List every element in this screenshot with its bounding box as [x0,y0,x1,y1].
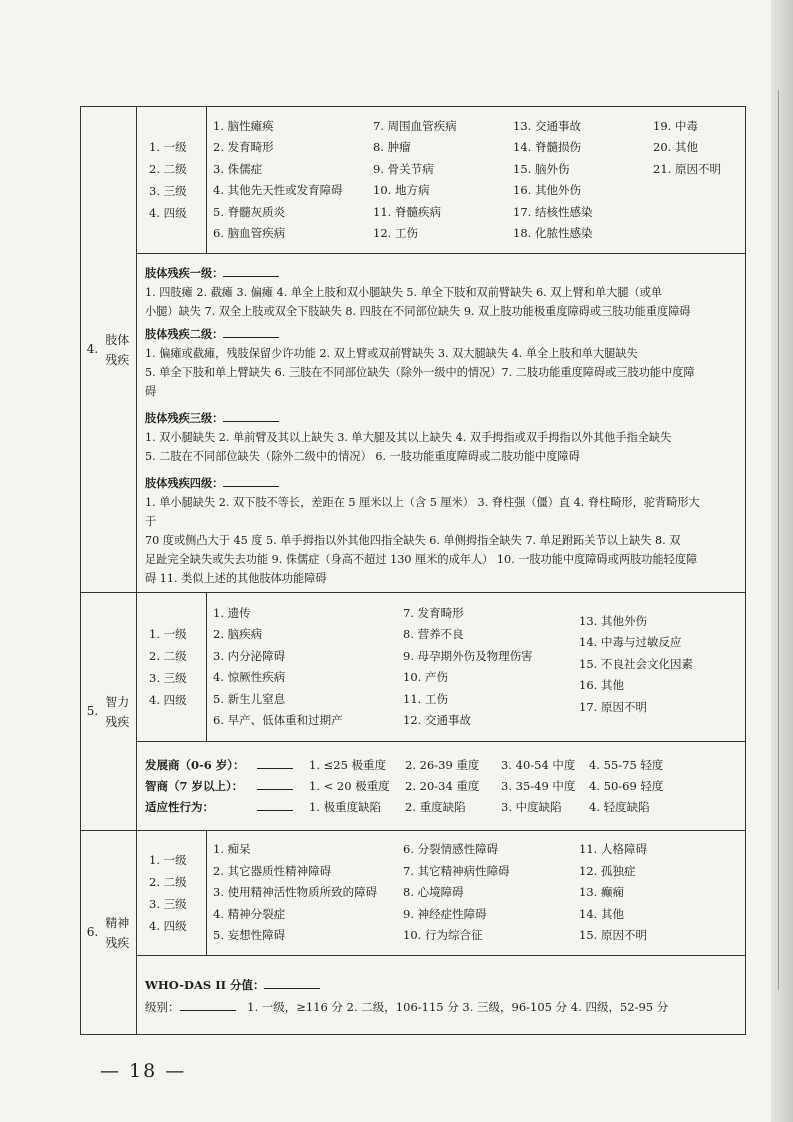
level-option[interactable]: 4. 四级 [149,919,187,933]
level-option[interactable]: 3. 三级 [149,897,187,911]
score-option[interactable]: 3. 中度缺陷 [501,799,562,814]
cause-option[interactable]: 12. 交通事故 [403,713,471,727]
score-option[interactable]: 3. 40-54 中度 [501,757,576,772]
page-edge-shadow [771,0,793,1122]
score-line [145,755,737,776]
score-label: 发展商（0-6 岁）： [145,757,245,772]
intellect-cause-row [81,593,746,742]
cause-column [579,839,729,947]
cause-option[interactable]: 14. 其他 [579,906,624,921]
cause-option[interactable]: 1. 遗传 [213,605,251,620]
cause-option[interactable]: 7. 发育畸形 [403,605,464,620]
cause-option[interactable]: 9. 骨关节病 [373,161,434,176]
cause-option[interactable]: 10. 产伤 [403,670,448,684]
score-line [145,776,737,797]
cause-option[interactable]: 19. 中毒 [653,118,698,133]
score-option[interactable]: 1. 极重度缺陷 [309,799,382,814]
mental-score-row [81,956,746,1035]
cause-option[interactable]: 16. 其他外伤 [513,183,581,197]
score-option[interactable]: 4. 50-69 轻度 [589,778,664,793]
level-option[interactable]: 4. 四级 [149,693,187,707]
answer-blank[interactable] [257,756,293,769]
cause-option[interactable]: 3. 侏儒症 [213,161,263,176]
cause-option[interactable]: 2. 其它器质性精神障碍 [213,863,332,878]
limb-name: 肢体残疾 [105,332,130,367]
grade-text: 碍 11. 类似上述的其他肢体功能障碍 [145,572,327,585]
mental-causes [207,831,746,956]
score-option[interactable]: 2. 20-34 重度 [405,778,480,793]
grade-text: 足趾完全缺失或失去功能 9. 侏儒症（身高不超过 130 厘米的成年人） 10. 一肢功能中度障碍或两肢功能轻度障 [145,553,698,566]
intellect-score-row [81,742,746,831]
level-option[interactable]: 1. 一级 [149,627,187,641]
level-option[interactable]: 4. 四级 [149,206,187,220]
cause-option[interactable]: 5. 脊髓灰质炎 [213,204,286,219]
cause-option[interactable]: 8. 心境障碍 [403,885,464,900]
cause-option[interactable]: 5. 新生儿窒息 [213,691,286,706]
cause-option[interactable]: 15. 脑外伤 [513,161,570,176]
answer-blank[interactable] [223,325,279,338]
limb-levels [137,107,207,254]
cause-column [403,603,579,732]
cause-column [373,116,513,245]
cause-option[interactable]: 2. 脑疾病 [213,627,263,641]
page-number: — 18 — [100,1060,187,1082]
cause-option[interactable]: 4. 精神分裂症 [213,906,286,921]
answer-blank[interactable] [264,976,320,989]
disability-form-table [80,106,746,1035]
level-option[interactable]: 2. 二级 [149,875,187,889]
intellect-number: 5. [86,704,99,718]
answer-blank[interactable] [223,264,279,277]
level-option[interactable]: 2. 二级 [149,162,187,176]
grade-title: 肢体残疾四级： [145,476,224,490]
cause-column [513,116,653,245]
limb-causes [207,107,746,254]
cause-option[interactable]: 14. 脊髓损伤 [513,140,581,154]
limb-number: 4. [86,342,99,356]
intellect-scores [137,742,746,831]
cause-option[interactable]: 15. 不良社会文化因素 [579,656,693,671]
cause-option[interactable]: 12. 孤独症 [579,863,636,878]
level-option[interactable]: 2. 二级 [149,649,187,663]
cause-option[interactable]: 15. 原因不明 [579,928,647,943]
intellect-causes [207,593,746,742]
mental-number: 6. [86,925,99,939]
level-option[interactable]: 1. 一级 [149,853,187,867]
answer-blank[interactable] [223,474,279,487]
cause-option[interactable]: 3. 使用精神活性物质所致的障碍 [213,885,378,900]
grade-title: 肢体残疾一级： [145,266,224,280]
cause-option[interactable]: 10. 行为综合征 [403,928,483,943]
cause-option[interactable]: 7. 周围血管疾病 [373,118,457,133]
cause-option[interactable]: 6. 分裂情感性障碍 [403,842,499,857]
answer-blank[interactable] [257,798,293,811]
grade-title: 肢体残疾三级： [145,411,224,425]
limb-grade-details [137,254,746,593]
cause-option[interactable]: 3. 内分泌障碍 [213,648,286,663]
level-option[interactable]: 1. 一级 [149,140,187,154]
cause-option[interactable]: 6. 早产、低体重和过期产 [213,713,343,727]
score-label: 适应性行为： [145,799,214,814]
cause-option[interactable]: 17. 结核性感染 [513,204,593,219]
cause-option[interactable]: 8. 肿瘤 [373,140,411,154]
mental-name: 精神残疾 [105,915,130,950]
cause-option[interactable]: 18. 化脓性感染 [513,226,593,240]
score-option[interactable]: 3. 35-49 中度 [501,778,576,793]
cause-option[interactable]: 13. 其他外伤 [579,613,647,628]
grade-text: 5. 二肢在不同部位缺失（除外二级中的情况） 6. 一肢功能重度障碍或二肢功能中度障碍 [145,450,580,463]
grade-label: 级别： [145,1000,180,1014]
cause-option[interactable]: 4. 其他先天性或发育障碍 [213,183,343,197]
intellect-levels [137,593,207,742]
cause-option[interactable]: 11. 工伤 [403,691,448,706]
cause-option[interactable]: 2. 发育畸形 [213,140,274,154]
grade-text: 1. 四肢瘫 2. 截瘫 3. 偏瘫 4. 单全上肢和双小腿缺失 5. 单全下肢和双前臂缺失 6. 双上臂和单大腿（或单 [145,286,663,299]
cause-option[interactable]: 1. 痴呆 [213,842,251,857]
cause-column [213,839,403,947]
grade-options: 1. 一级，≥116 分 2. 二级，106-115 分 3. 三级，96-105 分 4. 四级，52-95 分 [247,1000,669,1014]
level-option[interactable]: 3. 三级 [149,184,187,198]
cause-column [579,603,729,732]
mental-levels [137,831,207,956]
mental-scores [137,956,746,1035]
mental-category [81,831,137,1035]
level-option[interactable]: 3. 三级 [149,671,187,685]
cause-option[interactable]: 14. 中毒与过敏反应 [579,635,682,649]
score-option[interactable]: 1. ≤25 极重度 [309,757,387,772]
who-das-label: WHO-DAS II 分值： [145,978,265,992]
cause-column [213,603,403,732]
grade-text: 1. 双小腿缺失 2. 单前臂及其以上缺失 3. 单大腿及其以上缺失 4. 双手拇指或双手拇指以外其他手指全缺失 [145,431,672,444]
cause-option[interactable]: 13. 交通事故 [513,118,581,133]
cause-option[interactable]: 11. 人格障碍 [579,842,647,857]
cause-option[interactable]: 10. 地方病 [373,183,430,197]
cause-column [213,116,373,245]
intellect-category [81,593,137,831]
answer-blank[interactable] [257,777,293,790]
grade-text: 于 [145,515,157,528]
page-edge-line [778,90,779,990]
score-option[interactable]: 1. < 20 极重度 [309,778,390,793]
grade-text: 碍 [145,385,157,398]
cause-option[interactable]: 21. 原因不明 [653,161,721,176]
score-option[interactable]: 2. 26-39 重度 [405,757,480,772]
mental-cause-row [81,831,746,956]
cause-option[interactable]: 6. 脑血管疾病 [213,226,286,240]
score-line [145,797,737,818]
cause-column [653,116,723,245]
cause-option[interactable]: 17. 原因不明 [579,699,647,714]
limb-grade-row [81,254,746,593]
grade-text: 小腿）缺失 7. 双全上肢或双全下肢缺失 8. 四肢在不同部位缺失 9. 双上肢功能极重度障碍或三肢功能重度障碍 [145,305,691,318]
cause-option[interactable]: 16. 其他 [579,678,624,692]
score-option[interactable]: 4. 55-75 轻度 [589,757,664,772]
cause-column [403,839,579,947]
cause-option[interactable]: 8. 营养不良 [403,627,464,641]
cause-option[interactable]: 13. 癫痫 [579,885,624,900]
cause-option[interactable]: 9. 母孕期外伤及物理伤害 [403,648,533,663]
cause-option[interactable]: 1. 脑性瘫痪 [213,118,274,133]
grade-text: 1. 偏瘫或截瘫，残肢保留少许功能 2. 双上臂或双前臂缺失 3. 双大腿缺失 4. 单全上肢和单大腿缺失 [145,347,638,360]
limb-cause-row [81,107,746,254]
cause-option[interactable]: 5. 妄想性障碍 [213,928,286,943]
cause-option[interactable]: 12. 工伤 [373,226,418,240]
cause-option[interactable]: 20. 其他 [653,140,698,154]
score-label: 智商（7 岁以上）： [145,778,244,793]
limb-category [81,107,137,593]
answer-blank[interactable] [180,998,236,1011]
cause-option[interactable]: 7. 其它精神病性障碍 [403,863,510,878]
answer-blank[interactable] [223,409,279,422]
intellect-name: 智力残疾 [105,694,130,729]
score-option[interactable]: 4. 轻度缺陷 [589,799,650,814]
grade-title: 肢体残疾二级： [145,327,224,341]
grade-text: 1. 单小腿缺失 2. 双下肢不等长，差距在 5 厘米以上（含 5 厘米） 3. 脊柱强（僵）直 4. 脊柱畸形，驼背畸形大 [145,496,700,509]
cause-option[interactable]: 4. 惊厥性疾病 [213,670,286,684]
cause-option[interactable]: 11. 脊髓疾病 [373,204,441,219]
score-option[interactable]: 2. 重度缺陷 [405,799,466,814]
grade-text: 5. 单全下肢和单上臂缺失 6. 三肢在不同部位缺失（除外一级中的情况）7. 二肢功能重度障碍或三肢功能中度障 [145,366,695,379]
grade-text: 70 度或侧凸大于 45 度 5. 单手拇指以外其他四指全缺失 6. 单侧拇指全缺失 7. 单足跗跖关节以上缺失 8. 双 [145,534,681,547]
cause-option[interactable]: 9. 神经症性障碍 [403,906,487,921]
